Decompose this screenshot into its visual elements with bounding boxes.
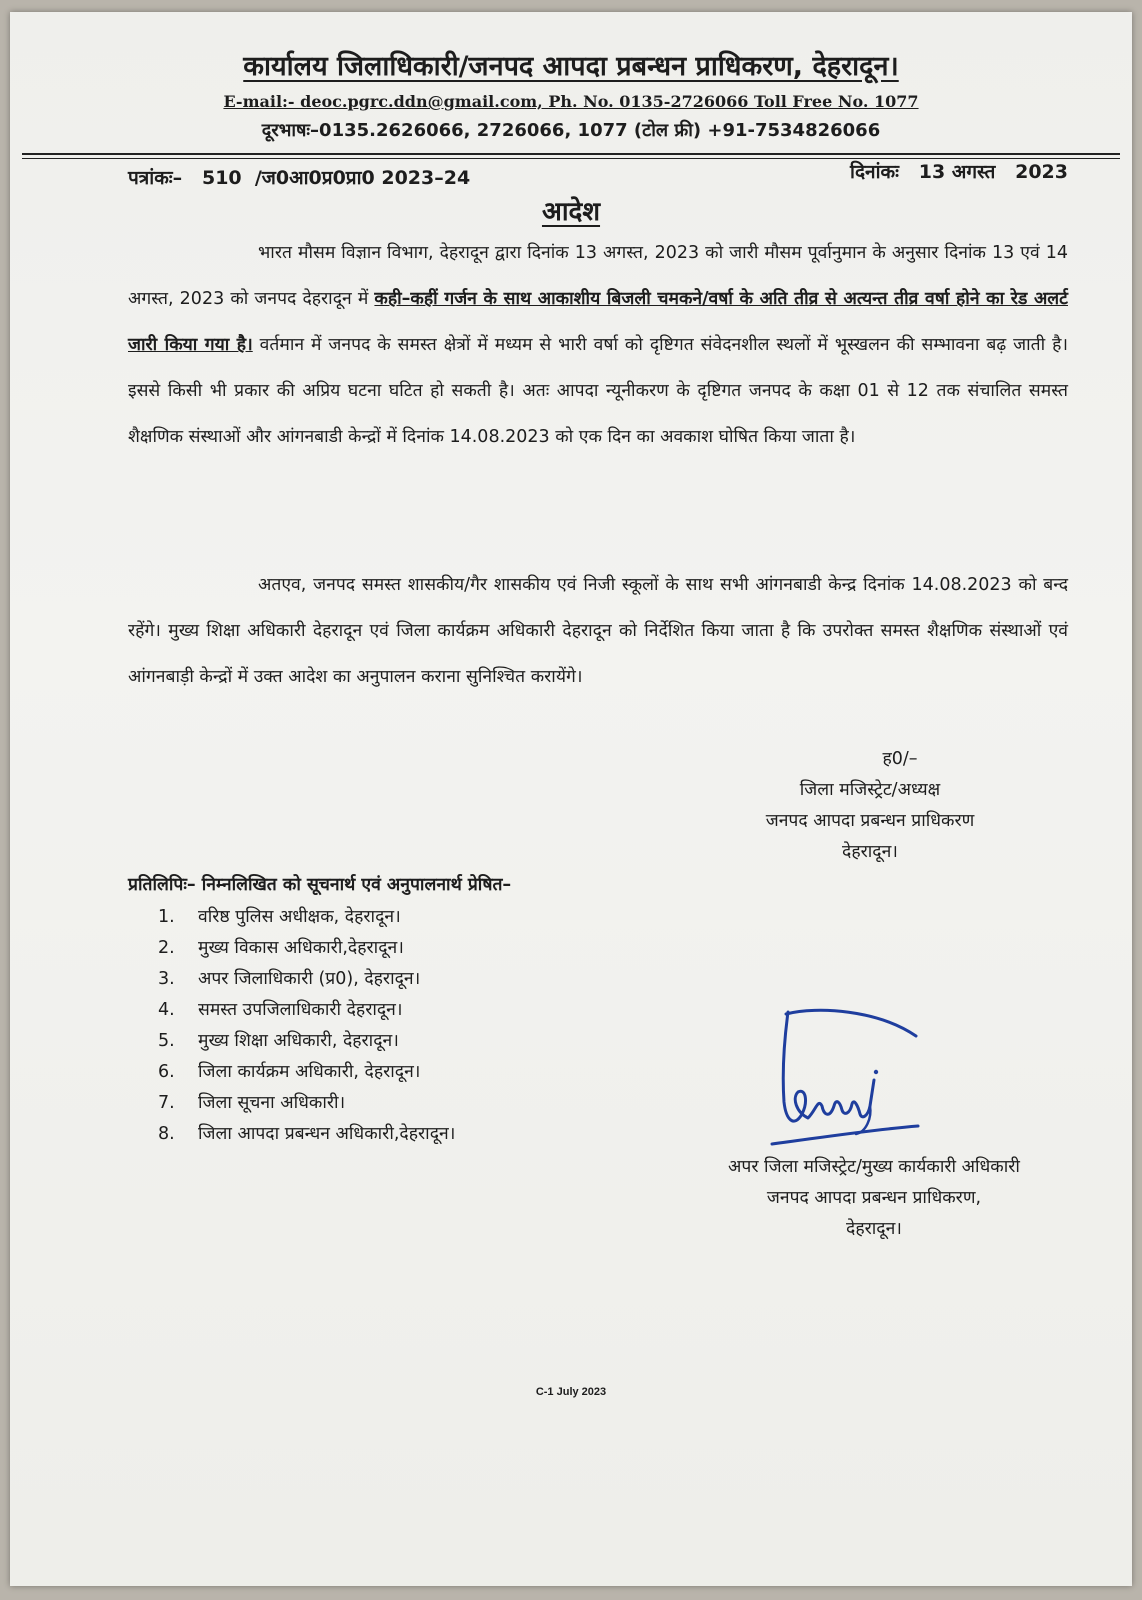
copy-recipient-text: जिला सूचना अधिकारी। xyxy=(198,1093,346,1113)
red-alert-highlight: कही–कहीं गर्जन के साथ आकाशीय बिजली चमकने/वर्षा के अति तीव्र से अत्यन्त तीव्र वर्षा होने का रेड अलर्ट जारी किया गया है। xyxy=(128,289,1068,355)
contact-email-line: E-mail:- deoc.pgrc.ddn@gmail.com, Ph. No. 0135-2726066 Toll Free No. 1077 xyxy=(223,92,919,111)
copy-recipient-number: 7. xyxy=(158,1093,175,1113)
copy-recipient-number: 2. xyxy=(158,938,175,958)
order-heading: आदेश xyxy=(541,197,601,227)
copy-recipient-number: 6. xyxy=(158,1062,175,1082)
copy-recipient-number: 3. xyxy=(158,969,175,989)
additional-district-magistrate-signatory xyxy=(674,1152,1074,1245)
copy-recipient-text: जिला आपदा प्रबन्धन अधिकारी,देहरादून। xyxy=(198,1124,456,1144)
letter-reference-number: पत्रांकः– 510 /ज0आ0प्र0प्रा0 2023–24 xyxy=(128,167,471,189)
signatory2-place: देहरादून। xyxy=(846,1219,902,1239)
signatory1-designation: जिला मजिस्ट्रेट/अध्यक्ष xyxy=(799,780,941,800)
office-title: कार्यालय जिलाधिकारी/जनपद आपदा प्रबन्धन प्राधिकरण, देहरादून। xyxy=(243,51,899,82)
copy-recipient-text: मुख्य विकास अधिकारी,देहरादून। xyxy=(198,938,404,958)
copy-to-heading: प्रतिलिपिः– निम्नलिखित को सूचनार्थ एवं अनुपालनार्थ प्रेषित– xyxy=(128,875,512,895)
copy-recipient-text: वरिष्ठ पुलिस अधीक्षक, देहरादून। xyxy=(198,907,401,927)
copy-recipient-text: जिला कार्यक्रम अधिकारी, देहरादून। xyxy=(198,1062,421,1082)
para1-text-start: भारत मौसम विज्ञान विभाग, देहरादून द्वारा दिनांक 13 अगस्त, 2023 को जारी मौसम पूर्वानुमान के अनुसार दिनांक 13 एवं 14 अगस्त, 2023 को जनपद देहरादून में xyxy=(128,243,1068,309)
copy-recipient-item xyxy=(150,1088,455,1119)
copy-recipient-list xyxy=(150,902,455,1150)
signatory1-authority: जनपद आपदा प्रबन्धन प्राधिकरण xyxy=(765,811,975,831)
order-paragraph-2: अतएव, जनपद समस्त शासकीय/गैर शासकीय एवं निजी स्कूलों के साथ सभी आंगनबाडी केन्द्र दिनांक 14.08.2023 को बन्द रहेंगे। मुख्य शिक्षा अधिकारी देहरादून एवं जिला कार्यक्रम अधिकारी देहरादून को निर्देशित किया जाता है कि उपरोक्त समस्त शैक्षणिक संस्थाओं एवं आंगनबाड़ी केन्द्रों में उक्त आदेश का अनुपालन कराना सुनिश्चित करायेंगे। xyxy=(128,575,1068,687)
header-divider xyxy=(22,153,1120,155)
signatory1-place: देहरादून। xyxy=(842,842,898,862)
copy-recipient-number: 4. xyxy=(158,1000,175,1020)
handwritten-signature xyxy=(758,1002,928,1162)
order-paragraph-1 xyxy=(128,230,1068,460)
copy-recipient-text: अपर जिलाधिकारी (प्र0), देहरादून। xyxy=(198,969,421,989)
copy-recipient-item xyxy=(150,1057,455,1088)
contact-phone-line: दूरभाषः–0135.2626066, 2726066, 1077 (टोल फ्री) +91-7534826066 xyxy=(261,120,881,141)
copy-recipient-number: 1. xyxy=(158,907,175,927)
para1-text-end: वर्तमान में जनपद के समस्त क्षेत्रों में मध्यम से भारी वर्षा को दृष्टिगत संवेदनशील स्थलों में भूस्खलन की सम्भावना बढ़ जाती है। इससे किसी भी प्रकार की अप्रिय घटना घटित हो सकती है। अतः आपदा न्यूनीकरण के दृष्टिगत जनपद के कक्षा 01 से 12 तक संचालित समस्त शैक्षणिक संस्थाओं और आंगनबाडी केन्द्रों में दिनांक 14.08.2023 को एक दिन का अवकाश घोषित किया जाता है। xyxy=(128,335,1068,447)
copy-recipient-item xyxy=(150,902,455,933)
copy-recipient-number: 5. xyxy=(158,1031,175,1051)
district-magistrate-signatory xyxy=(670,744,1070,868)
copy-recipient-item xyxy=(150,1119,455,1150)
signatory2-authority: जनपद आपदा प्रबन्धन प्राधिकरण, xyxy=(766,1188,982,1208)
copy-recipient-text: समस्त उपजिलाधिकारी देहरादून। xyxy=(198,1000,403,1020)
signed-mark: ह0/– xyxy=(882,749,918,769)
copy-recipient-item xyxy=(150,933,455,964)
signatory2-designation: अपर जिला मजिस्ट्रेट/मुख्य कार्यकारी अधिकारी xyxy=(728,1157,1020,1177)
document-page xyxy=(10,12,1132,1586)
letter-date: दिनांकः 13 अगस्त 2023 xyxy=(850,161,1068,183)
copy-recipient-number: 8. xyxy=(158,1124,175,1144)
footer-code: C-1 July 2023 xyxy=(535,1386,607,1398)
copy-recipient-item xyxy=(150,964,455,995)
copy-recipient-item xyxy=(150,995,455,1026)
copy-recipient-text: मुख्य शिक्षा अधिकारी, देहरादून। xyxy=(198,1031,399,1051)
copy-recipient-item xyxy=(150,1026,455,1057)
